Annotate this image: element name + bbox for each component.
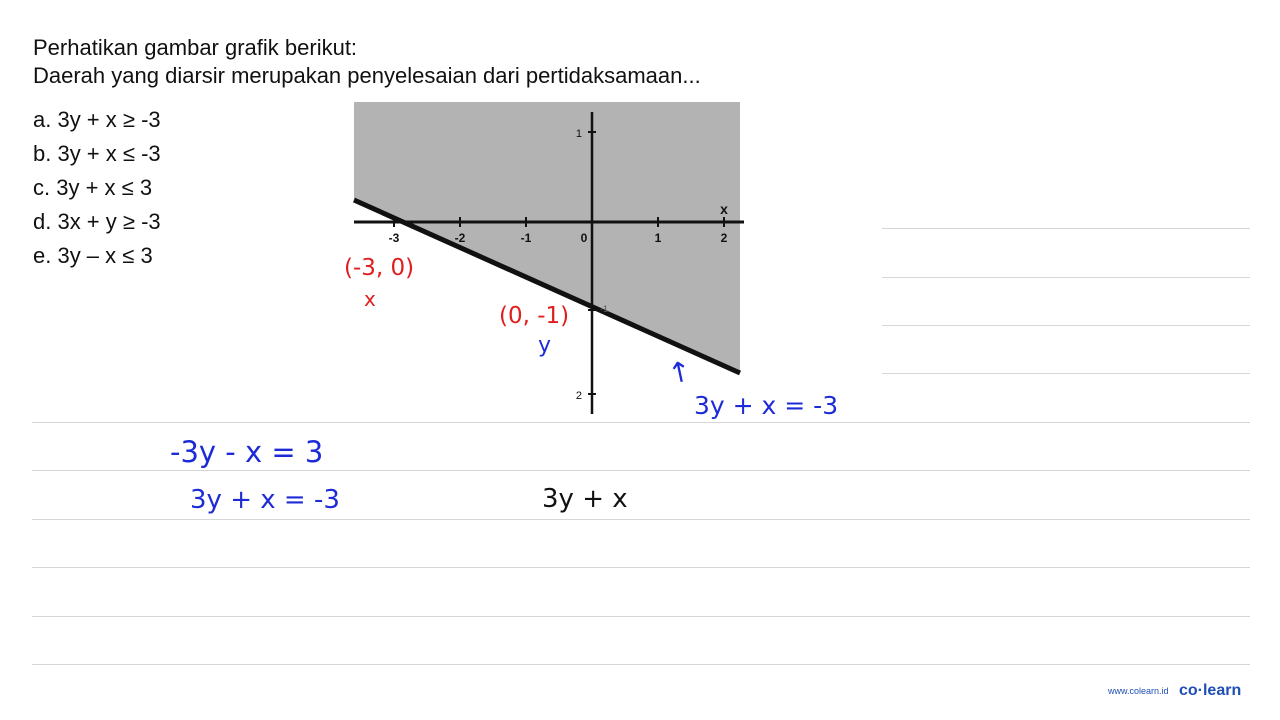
- y-tick-label: 1: [575, 128, 582, 140]
- answer-options: [33, 103, 161, 273]
- question: [33, 34, 701, 90]
- work-equation-2: 3y + x = -3: [190, 485, 340, 515]
- ruled-line: [882, 277, 1250, 278]
- point-b-label: (0, -1): [499, 303, 570, 329]
- x-tick-label: 0: [580, 231, 588, 245]
- line-equation-label: 3y + x = -3: [694, 391, 839, 420]
- ruled-line: [32, 470, 1250, 471]
- ruled-line: [32, 519, 1250, 520]
- ruled-line: [32, 567, 1250, 568]
- ruled-line: [32, 616, 1250, 617]
- question-prompt: Daerah yang diarsir merupakan penyelesaian dari pertidaksamaan...: [33, 63, 701, 88]
- x-tick-label: -3: [388, 231, 400, 245]
- brand-footer: [1108, 682, 1241, 700]
- brand-url[interactable]: www.colearn.id: [1108, 686, 1169, 696]
- ruled-line: [882, 325, 1250, 326]
- x-tick-label: 1: [654, 231, 662, 245]
- y-tick-label: -1: [599, 304, 608, 314]
- ruled-line: [32, 422, 1250, 423]
- option-e[interactable]: e. 3y – x ≤ 3: [33, 243, 153, 268]
- ruled-line: [882, 228, 1250, 229]
- option-c[interactable]: c. 3y + x ≤ 3: [33, 175, 153, 200]
- option-b[interactable]: b. 3y + x ≤ -3: [33, 141, 161, 166]
- point-b-variable: y: [538, 333, 552, 358]
- x-tick-label: 2: [720, 231, 728, 245]
- question-intro: Perhatikan gambar grafik berikut:: [33, 35, 358, 60]
- y-tick-label: 2: [575, 390, 582, 402]
- option-a[interactable]: a. 3y + x ≥ -3: [33, 107, 161, 132]
- arrow-icon: ↑: [664, 353, 695, 392]
- ruled-line: [32, 664, 1250, 665]
- x-tick-label: -1: [520, 231, 532, 245]
- brand-logo: co·learn: [1178, 682, 1242, 699]
- x-axis-label: x: [720, 201, 728, 217]
- work-expression: 3y + x: [542, 484, 628, 514]
- point-a-label: (-3, 0): [344, 255, 415, 281]
- point-a-variable: x: [364, 287, 376, 311]
- x-tick-label: -2: [454, 231, 466, 245]
- ruled-line: [882, 373, 1250, 374]
- work-equation-1: -3y - x = 3: [170, 435, 324, 469]
- option-d[interactable]: d. 3x + y ≥ -3: [33, 209, 161, 234]
